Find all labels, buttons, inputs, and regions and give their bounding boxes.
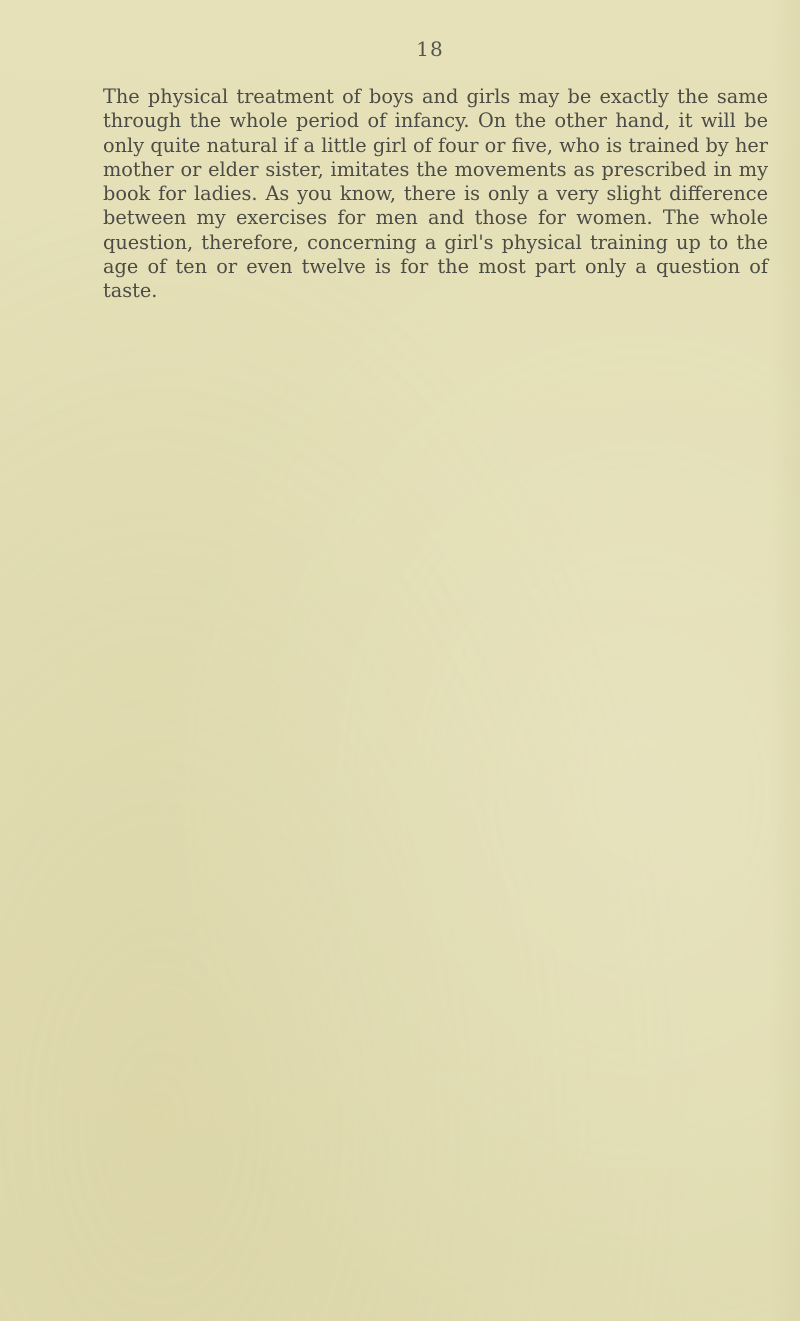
page-number: 18 <box>416 37 444 61</box>
paragraph: The physical treatment of boys and girls may be exactly the same through the whole period of infancy. On the other hand, it will be only quite natural if a little girl of four or five, who is trained by her mother or elder sister, imitates the movements as prescribed in my book for ladies. As you know, there is only a very slight difference between my exercises for men and those for women. The whole question, therefore, concerning a girl's physical training up to the age of ten or even twelve is for the most part only a question of taste. <box>103 85 768 303</box>
page-edge-shade <box>770 0 800 1321</box>
body-text-block <box>103 85 768 304</box>
